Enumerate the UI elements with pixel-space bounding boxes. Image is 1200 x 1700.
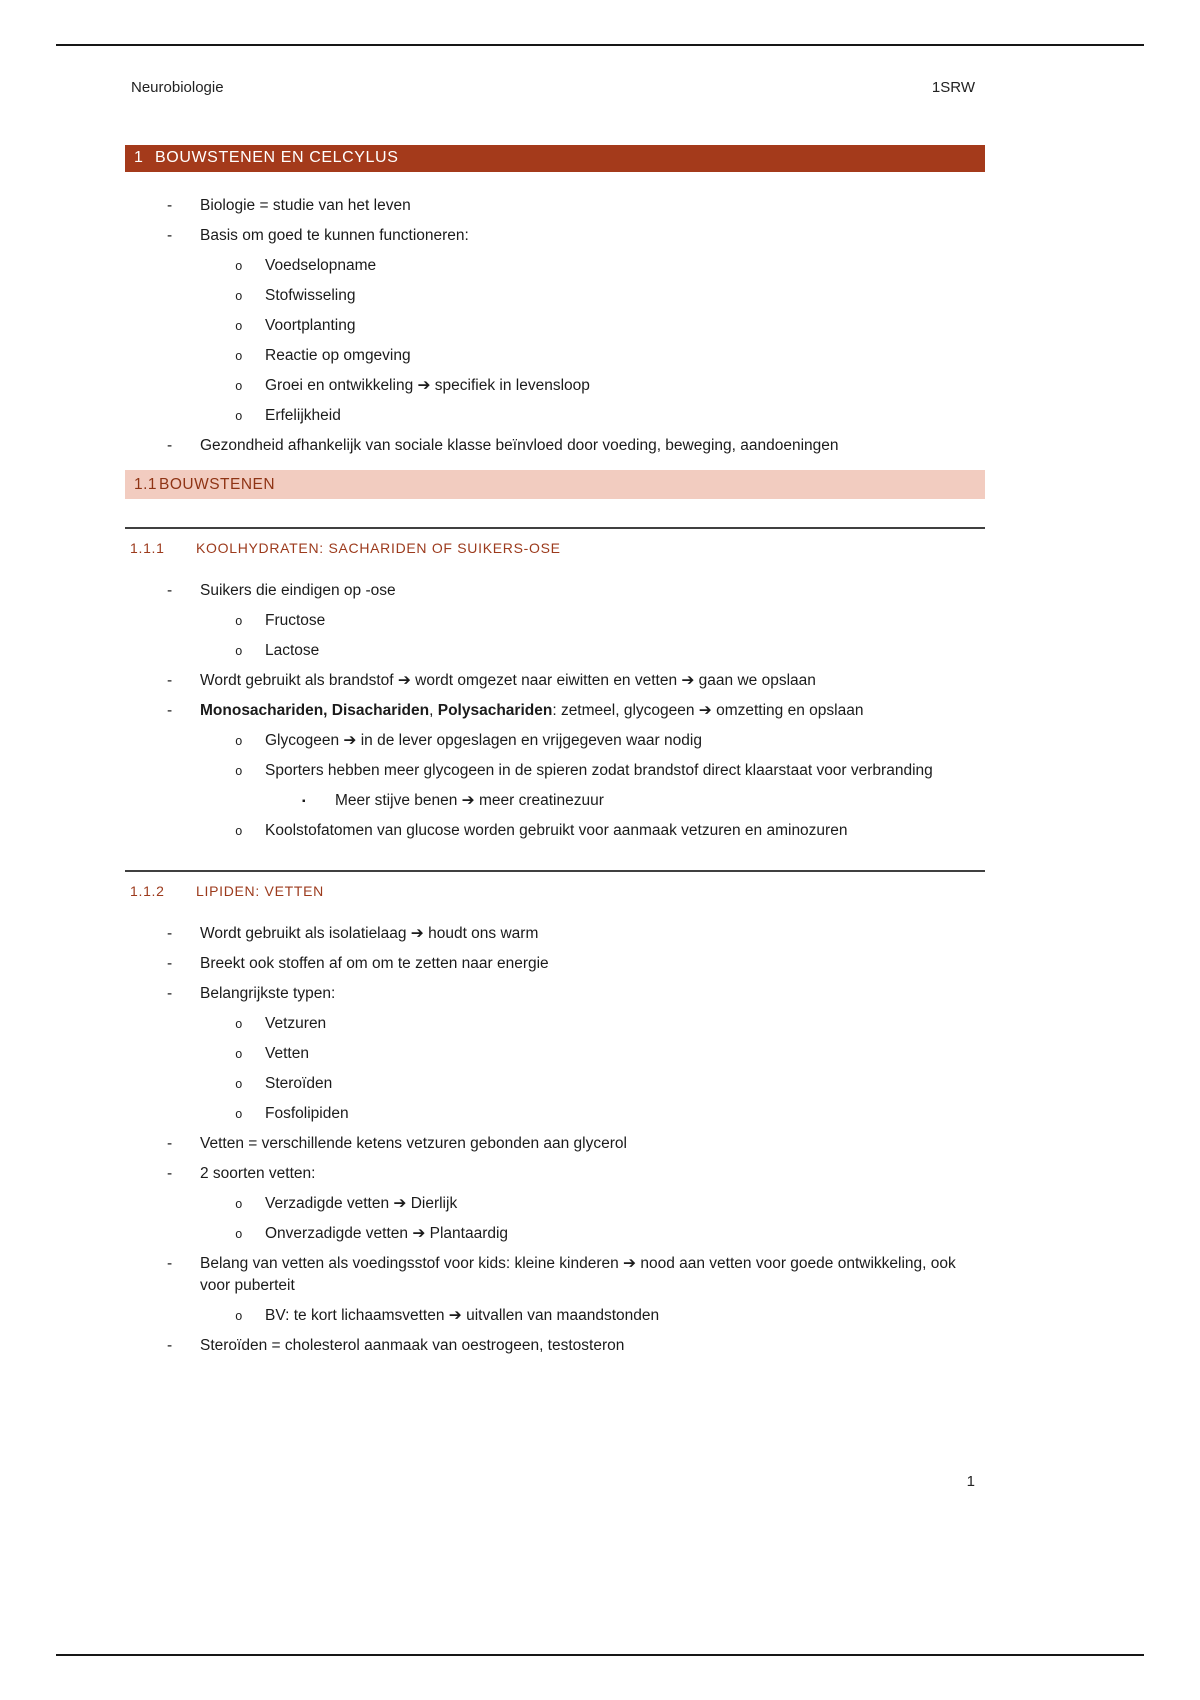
list-item-text: Verzadigde vetten ➔ Dierlijk [265, 1195, 458, 1212]
bullet-list [125, 580, 985, 842]
circle-bullet-icon: o [235, 1048, 243, 1062]
list-item-text: Reactie op omgeving [265, 347, 411, 364]
list-item-text: Biologie = studie van het leven [200, 197, 411, 214]
bullet-list [125, 195, 985, 457]
list-item-text: Belang van vetten als voedingsstof voor kids: kleine kinderen ➔ nood aan vetten voor goede ontwikkeling, ook voor puberteit [200, 1255, 956, 1294]
circle-bullet-icon: o [235, 380, 243, 394]
list-item [125, 1335, 971, 1357]
list-item [125, 820, 971, 842]
list-item-text: Lactose [265, 642, 320, 659]
list-item [125, 1223, 971, 1245]
circle-bullet-icon: o [235, 765, 243, 779]
circle-bullet-icon: o [235, 320, 243, 334]
list-item-text: Koolstofatomen van glucose worden gebruikt voor aanmaak vetzuren en aminozuren [265, 822, 848, 839]
circle-bullet-icon: o [235, 1198, 243, 1212]
dash-bullet-icon: - [167, 582, 173, 599]
list-item [125, 375, 971, 397]
list-item [125, 730, 971, 752]
list-item-text: Groei en ontwikkeling ➔ specifiek in levensloop [265, 377, 590, 394]
list-item-text: Wordt gebruikt als brandstof ➔ wordt omgezet naar eiwitten en vetten ➔ gaan we opslaan [200, 672, 816, 689]
circle-bullet-icon: o [235, 825, 243, 839]
list-item-text: Sporters hebben meer glycogeen in de spieren zodat brandstof direct klaarstaat voor verbranding [265, 762, 933, 779]
list-item-text: Vetten = verschillende ketens vetzuren gebonden aan glycerol [200, 1135, 627, 1152]
list-item [125, 790, 971, 812]
heading-1-1-1 [125, 527, 985, 557]
list-item [125, 580, 971, 602]
list-item-text: Vetten [265, 1045, 309, 1062]
dash-bullet-icon: - [167, 227, 173, 244]
list-item-text: Voedselopname [265, 257, 377, 274]
page-number: 1 [966, 1473, 975, 1490]
dash-bullet-icon: - [167, 925, 173, 942]
circle-bullet-icon: o [235, 290, 243, 304]
circle-bullet-icon: o [235, 1108, 243, 1122]
list-item [125, 760, 971, 782]
list-item [125, 1305, 971, 1327]
list-item [125, 225, 971, 247]
list-item [125, 610, 971, 632]
heading-number: 1.1.2 [130, 883, 165, 899]
dash-bullet-icon: - [167, 197, 173, 214]
circle-bullet-icon: o [235, 350, 243, 364]
circle-bullet-icon: o [235, 735, 243, 749]
list-item-text: Steroïden = cholesterol aanmaak van oestrogeen, testosteron [200, 1337, 625, 1354]
heading-number: 1.1 [134, 476, 158, 493]
list-item-text: Basis om goed te kunnen functioneren: [200, 227, 469, 244]
list-item-text: Breekt ook stoffen af om om te zetten naar energie [200, 955, 549, 972]
list-item-text: Erfelijkheid [265, 407, 341, 424]
list-item [125, 1043, 971, 1065]
list-item [125, 1073, 971, 1095]
list-item-text: Onverzadigde vetten ➔ Plantaardig [265, 1225, 509, 1242]
list-item-text: Stofwisseling [265, 287, 356, 304]
heading-number: 1 [134, 149, 144, 166]
list-item-text: Fructose [265, 612, 326, 629]
document-body [125, 145, 985, 1357]
heading-1-1-2 [125, 870, 985, 900]
list-item [125, 1133, 971, 1155]
list-item-text: BV: te kort lichaamsvetten ➔ uitvallen van maandstonden [265, 1307, 660, 1324]
list-item-text: Suikers die eindigen op -ose [200, 582, 396, 599]
list-item [125, 1103, 971, 1125]
list-item [125, 670, 971, 692]
list-item [125, 700, 971, 722]
list-item [125, 953, 971, 975]
list-item [125, 195, 971, 217]
circle-bullet-icon: o [235, 1228, 243, 1242]
dash-bullet-icon: - [167, 1165, 173, 1182]
page-content [125, 0, 985, 1700]
circle-bullet-icon: o [235, 1310, 243, 1324]
circle-bullet-icon: o [235, 410, 243, 424]
list-item [125, 315, 971, 337]
dash-bullet-icon: - [167, 437, 173, 454]
list-item [125, 1163, 971, 1185]
list-item-text: Meer stijve benen ➔ meer creatinezuur [335, 792, 604, 809]
list-item [125, 640, 971, 662]
circle-bullet-icon: o [235, 260, 243, 274]
heading-number: 1.1.1 [130, 540, 165, 556]
list-item-text: Steroïden [265, 1075, 333, 1092]
list-item-text: 2 soorten vetten: [200, 1165, 316, 1182]
heading-1 [125, 145, 985, 172]
dash-bullet-icon: - [167, 1255, 173, 1272]
list-item [125, 435, 971, 457]
list-item [125, 345, 971, 367]
dash-bullet-icon: - [167, 702, 173, 719]
list-item-text: Fosfolipiden [265, 1105, 349, 1122]
heading-title: BOUWSTENEN EN CELCYLUS [155, 149, 399, 166]
heading-title: LIPIDEN: VETTEN [196, 883, 324, 899]
dash-bullet-icon: - [167, 1337, 173, 1354]
list-item [125, 1013, 971, 1035]
list-item [125, 983, 971, 1005]
circle-bullet-icon: o [235, 645, 243, 659]
dash-bullet-icon: - [167, 672, 173, 689]
header-right-text: 1SRW [931, 79, 975, 96]
list-item-text: Monosachariden, Disachariden, Polysachariden: zetmeel, glycogeen ➔ omzetting en opslaan [200, 702, 864, 719]
circle-bullet-icon: o [235, 615, 243, 629]
header-left-text: Neurobiologie [131, 79, 224, 96]
heading-title: BOUWSTENEN [159, 476, 276, 493]
circle-bullet-icon: o [235, 1078, 243, 1092]
list-item-text: Gezondheid afhankelijk van sociale klasse beïnvloed door voeding, beweging, aandoeningen [200, 437, 839, 454]
square-bullet-icon: ▪ [302, 796, 306, 807]
bullet-list [125, 923, 985, 1357]
dash-bullet-icon: - [167, 955, 173, 972]
list-item-text: Glycogeen ➔ in de lever opgeslagen en vrijgegeven waar nodig [265, 732, 702, 749]
dash-bullet-icon: - [167, 985, 173, 1002]
list-item-text: Belangrijkste typen: [200, 985, 336, 1002]
heading-title: KOOLHYDRATEN: SACHARIDEN OF SUIKERS-OSE [196, 540, 561, 556]
list-item [125, 1193, 971, 1215]
list-item-text: Wordt gebruikt als isolatielaag ➔ houdt ons warm [200, 925, 539, 942]
list-item-text: Voortplanting [265, 317, 356, 334]
list-item [125, 923, 971, 945]
list-item [125, 255, 971, 277]
list-item [125, 285, 971, 307]
document-header [125, 78, 985, 98]
list-item-text: Vetzuren [265, 1015, 327, 1032]
list-item [125, 405, 971, 427]
heading-1-1 [125, 470, 985, 499]
list-item [125, 1253, 971, 1297]
dash-bullet-icon: - [167, 1135, 173, 1152]
circle-bullet-icon: o [235, 1018, 243, 1032]
